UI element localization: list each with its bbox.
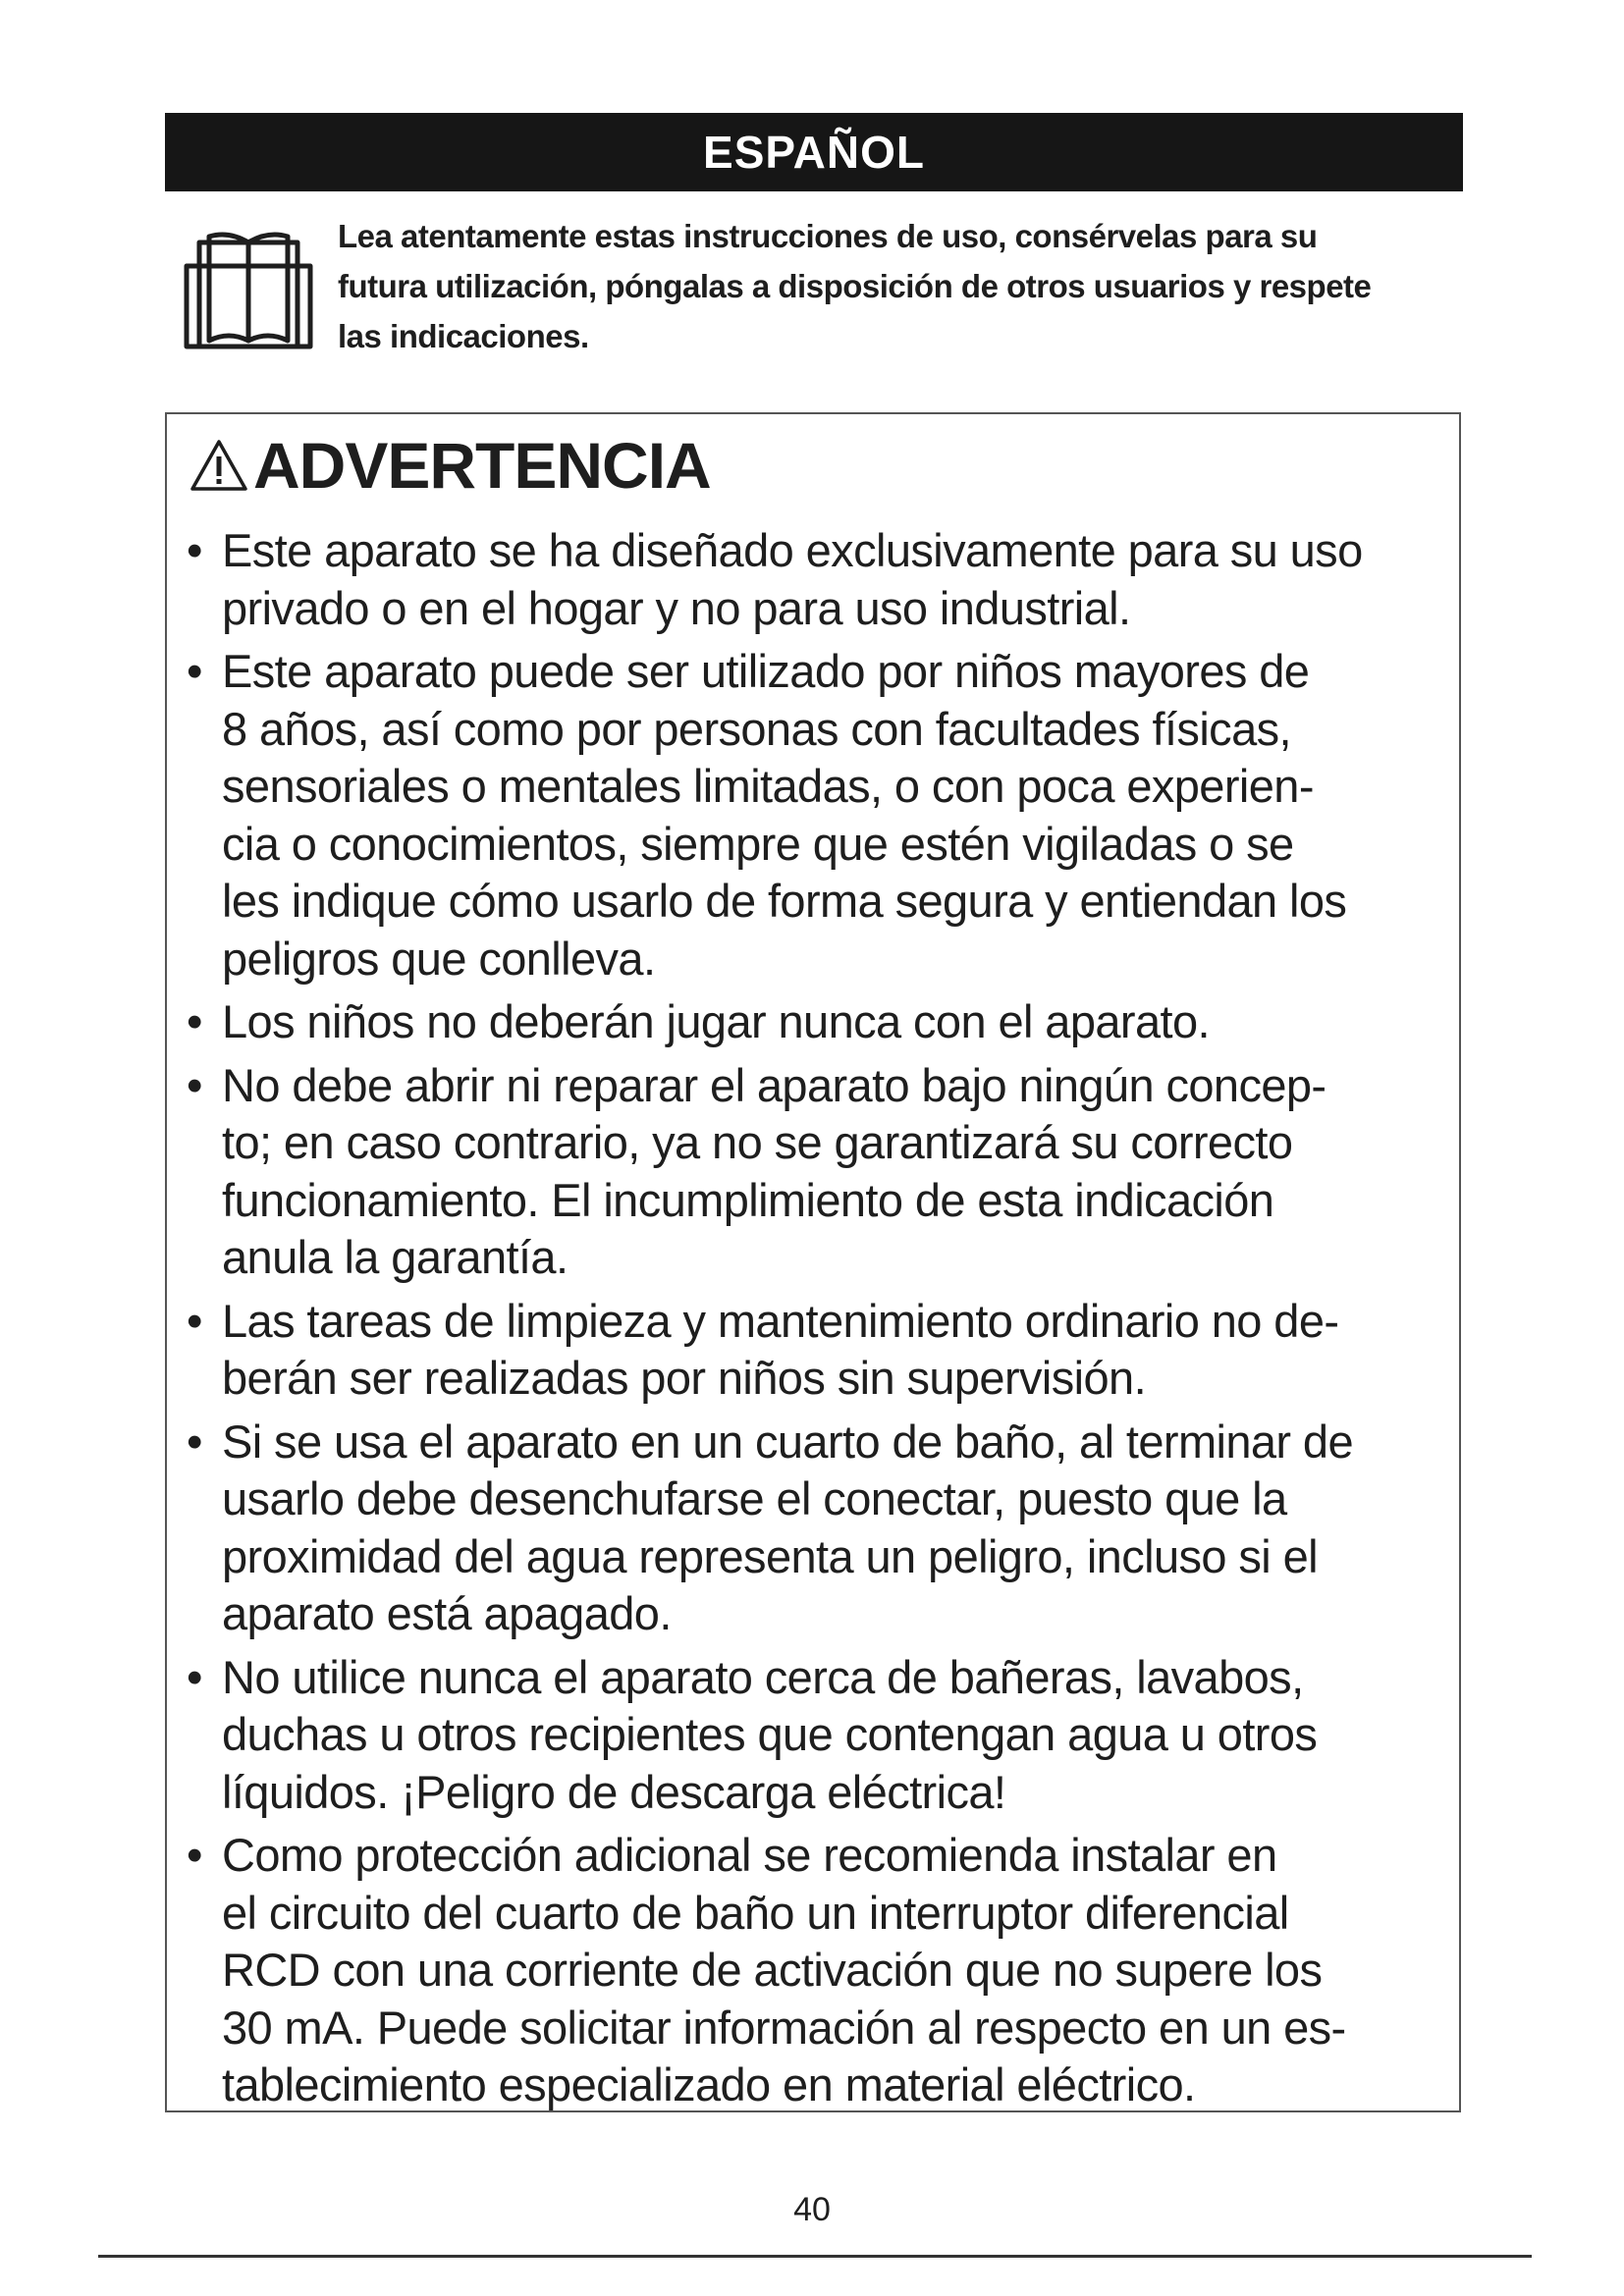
warning-triangle-icon: [189, 438, 249, 493]
warning-line: sensoriales o mentales limitadas, o con poca experien-: [222, 760, 1314, 812]
warning-line: usarlo debe desenchufarse el conectar, puesto que la: [222, 1472, 1287, 1524]
warning-line: privado o en el hogar y no para uso industrial.: [222, 581, 1131, 634]
warning-line: anula la garantía.: [222, 1231, 568, 1283]
warning-line: proximidad del agua representa un peligro, incluso si el: [222, 1529, 1318, 1582]
warning-item: [187, 1827, 1453, 2114]
warning-line: • Este aparato se ha diseñado exclusivamente para su uso: [222, 524, 1363, 576]
warning-line: peligros que conlleva.: [222, 932, 656, 985]
warning-item: [187, 1057, 1453, 1287]
warning-line: • Como protección adicional se recomienda instalar en: [222, 1829, 1277, 1881]
intro-section: [183, 211, 1469, 368]
warning-line: duchas u otros recipientes que contengan agua u otros: [222, 1708, 1318, 1760]
intro-line: futura utilización, póngalas a disposición de otros usuarios y respete: [338, 268, 1372, 304]
warning-line: el circuito del cuarto de baño un interruptor diferencial: [222, 1886, 1289, 1939]
warning-line: to; en caso contrario, ya no se garantizará su correcto: [222, 1116, 1293, 1168]
warning-line: • Las tareas de limpieza y mantenimiento ordinario no de-: [222, 1294, 1339, 1347]
warning-line: les indique cómo usarlo de forma segura y entiendan los: [222, 875, 1347, 927]
intro-line: las indicaciones.: [338, 318, 589, 354]
warning-line: • No debe abrir ni reparar el aparato bajo ningún concep-: [222, 1058, 1326, 1111]
warning-item: [187, 643, 1453, 988]
warning-heading: [189, 428, 711, 503]
page-number: 40: [793, 2191, 831, 2228]
warning-line: RCD con una corriente de activación que no supere los: [222, 1944, 1323, 1996]
warning-item: [187, 1293, 1453, 1408]
warning-line: 8 años, así como por personas con facultades físicas,: [222, 702, 1291, 755]
warning-list: [187, 522, 1453, 2120]
warning-line: • Este aparato puede ser utilizado por niños mayores de: [222, 645, 1310, 697]
warning-line: 30 mA. Puede solicitar información al respecto en un es-: [222, 2001, 1346, 2054]
warning-line: • Si se usa el aparato en un cuarto de baño, al terminar de: [222, 1415, 1353, 1468]
language-label: ESPAÑOL: [703, 127, 925, 178]
warning-box: [165, 412, 1461, 2112]
warning-item: [187, 522, 1453, 637]
language-header: [165, 113, 1463, 191]
warning-item: [187, 1414, 1453, 1643]
warning-item: [187, 1649, 1453, 1822]
warning-item: [187, 993, 1453, 1051]
warning-line: líquidos. ¡Peligro de descarga eléctrica!: [222, 1765, 1006, 1818]
warning-title: ADVERTENCIA: [253, 429, 711, 502]
warning-line: aparato está apagado.: [222, 1587, 672, 1639]
warning-line: berán ser realizadas por niños sin supervisión.: [222, 1352, 1147, 1404]
intro-text: [338, 211, 1467, 361]
intro-line: Lea atentamente estas instrucciones de uso, consérvelas para su: [338, 218, 1318, 254]
warning-line: tablecimiento especializado en material eléctrico.: [222, 2058, 1196, 2110]
warning-line: • No utilice nunca el aparato cerca de bañeras, lavabos,: [222, 1650, 1304, 1703]
book-icon: [183, 229, 314, 350]
warning-line: • Los niños no deberán jugar nunca con el aparato.: [222, 995, 1210, 1047]
warning-line: cia o conocimientos, siempre que estén vigiladas o se: [222, 817, 1294, 870]
footer-divider: [98, 2255, 1532, 2258]
warning-line: funcionamiento. El incumplimiento de esta indicación: [222, 1173, 1274, 1226]
